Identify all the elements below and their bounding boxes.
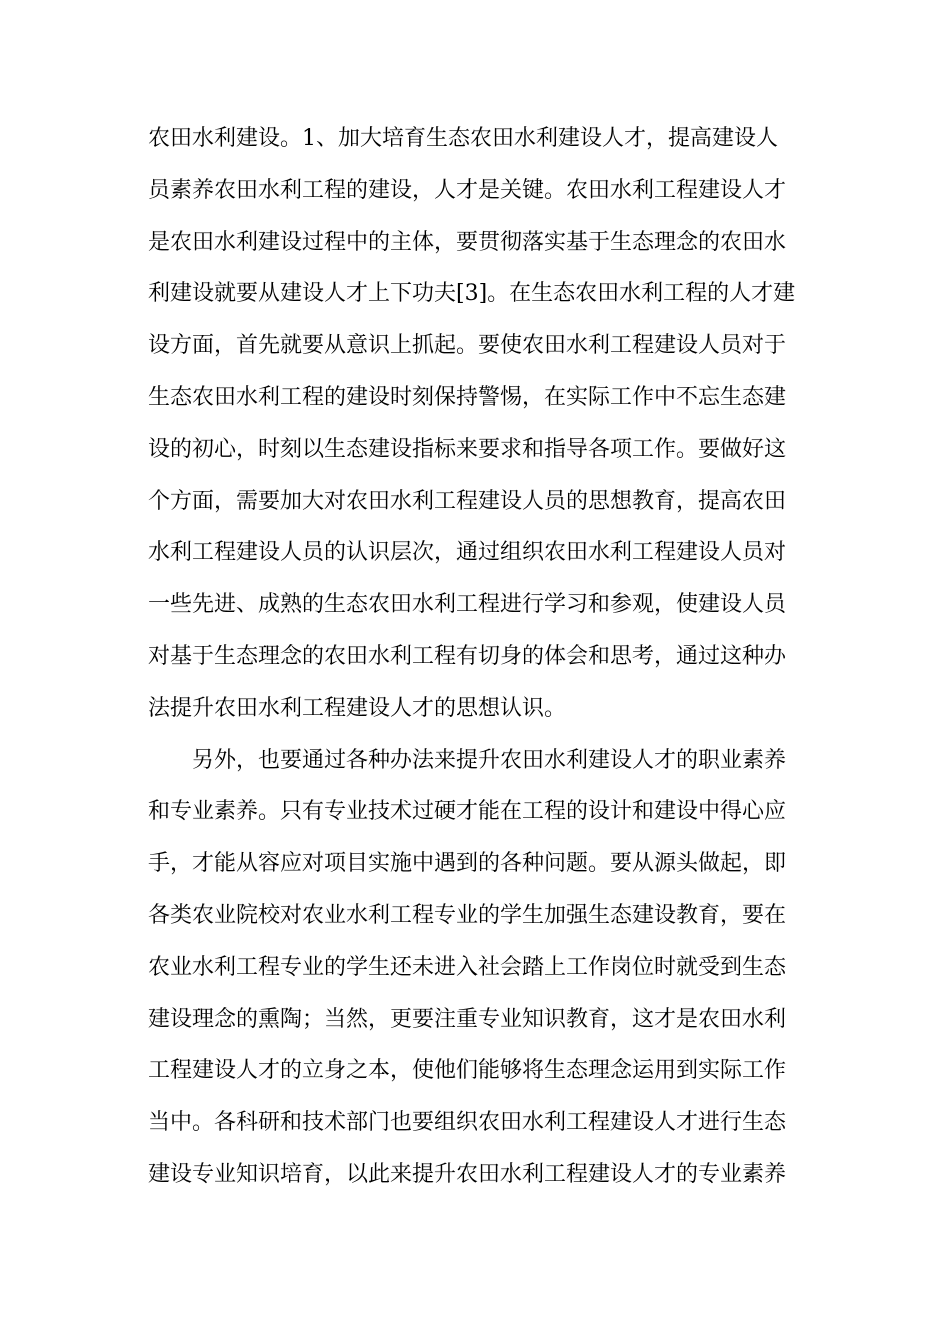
text-line: 农田水利建设。1、加大培育生态农田水利建设人才，提高建设人 bbox=[148, 126, 778, 151]
paragraph-2 bbox=[148, 735, 808, 1201]
text-line: 是农田水利建设过程中的主体，要贯彻落实基于生态理念的农田水 bbox=[148, 229, 787, 255]
text-line: 员素养农田水利工程的建设，人才是关键。农田水利工程建设人才 bbox=[148, 177, 787, 203]
text-line: 设方面，首先就要从意识上抓起。要使农田水利工程建设人员对于 bbox=[148, 333, 787, 359]
text-line: 利建设就要从建设人才上下功夫[3]。在生态农田水利工程的人才建 bbox=[148, 281, 796, 307]
text-line: 对基于生态理念的农田水利工程有切身的体会和思考，通过这种办 bbox=[148, 643, 787, 669]
text-line: 手，才能从容应对项目实施中遇到的各种问题。要从源头做起，即 bbox=[148, 851, 787, 877]
text-line: 设的初心，时刻以生态建设指标来要求和指导各项工作。要做好这 bbox=[148, 436, 787, 462]
text-line: 个方面，需要加大对农田水利工程建设人员的思想教育，提高农田 bbox=[148, 488, 787, 514]
text-line: 工程建设人才的立身之本，使他们能够将生态理念运用到实际工作 bbox=[148, 1058, 787, 1084]
text-line: 建设专业知识培育，以此来提升农田水利工程建设人才的专业素养 bbox=[148, 1161, 787, 1187]
text-line: 和专业素养。只有专业技术过硬才能在工程的设计和建设中得心应 bbox=[148, 799, 787, 825]
text-line: 各类农业院校对农业水利工程专业的学生加强生态建设教育，要在 bbox=[148, 902, 787, 928]
body-text bbox=[148, 113, 808, 1201]
text-line: 法提升农田水利工程建设人才的思想认识。 bbox=[148, 695, 567, 721]
text-line: 建设理念的熏陶；当然，更要注重专业知识教育，这才是农田水利 bbox=[148, 1006, 787, 1032]
text-line: 水利工程建设人员的认识层次，通过组织农田水利工程建设人员对 bbox=[148, 540, 787, 566]
text-line: 一些先进、成熟的生态农田水利工程进行学习和参观，使建设人员 bbox=[148, 592, 787, 618]
text-line: 农业水利工程专业的学生还未进入社会踏上工作岗位时就受到生态 bbox=[148, 954, 787, 980]
paragraph-1 bbox=[148, 113, 808, 735]
text-line-indented: 另外，也要通过各种办法来提升农田水利建设人才的职业素养 bbox=[192, 747, 787, 773]
text-line: 生态农田水利工程的建设时刻保持警惕，在实际工作中不忘生态建 bbox=[148, 384, 787, 410]
text-line: 当中。各科研和技术部门也要组织农田水利工程建设人才进行生态 bbox=[148, 1110, 787, 1136]
